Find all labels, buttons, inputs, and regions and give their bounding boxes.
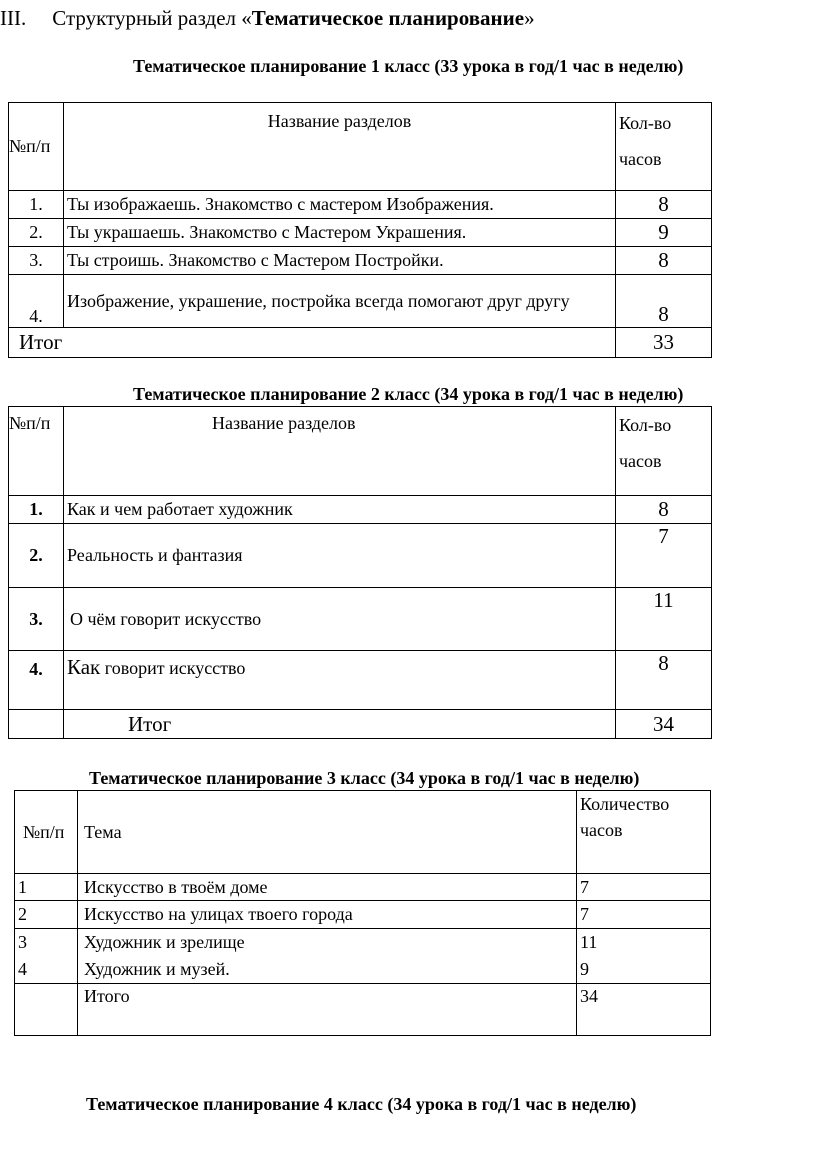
table-grade-2 [8, 406, 712, 739]
row-num: 4. [9, 275, 64, 328]
row-hours: 7 [577, 901, 711, 929]
row-hours: 7 [577, 874, 711, 901]
header-name: Название разделов [64, 103, 616, 191]
row-hours-3: 11 [580, 932, 598, 952]
section-prefix: Структурный раздел « [52, 6, 252, 30]
table2-heading: Тематическое планирование 2 класс (34 урока в год/1 час в неделю) [133, 384, 684, 404]
empty-cell [9, 710, 64, 739]
row-num: 1 [15, 874, 78, 901]
section-number: III. [0, 6, 27, 30]
row-num: 2. [9, 219, 64, 247]
row-name-rest: говорит искусство [100, 658, 246, 678]
table-row [9, 191, 712, 219]
row-hours: 8 [616, 247, 712, 275]
row-name [64, 651, 616, 710]
row-hours [577, 929, 711, 984]
table3-heading: Тематическое планирование 3 класс (34 урока в год/1 час в неделю) [89, 768, 640, 788]
header-hours [577, 791, 711, 874]
header-name: Название разделов [64, 407, 616, 496]
row-name: Ты изображаешь. Знакомство с мастером Изображения. [64, 191, 616, 219]
table-grade-3 [14, 790, 711, 1036]
row-name: Изображение, украшение, постройка всегда помогают друг другу [64, 275, 616, 328]
header-hours-2: часов [619, 451, 662, 471]
row-name-3: Художник и зрелище [84, 932, 245, 952]
row-hours: 8 [616, 275, 712, 328]
section-title-bold: Тематическое планирование [251, 6, 525, 30]
row-num-3: 3 [18, 932, 27, 952]
row-num: 2. [9, 524, 64, 588]
row-name: Ты украшаешь. Знакомство с Мастером Украшения. [64, 219, 616, 247]
table-row [9, 247, 712, 275]
row-num: 1. [9, 496, 64, 524]
row-hours-4: 9 [580, 959, 589, 979]
header-hours-2: часов [580, 820, 623, 840]
row-num: 3. [9, 588, 64, 651]
row-hours: 8 [616, 496, 712, 524]
table-row [15, 901, 711, 929]
empty-cell [15, 984, 78, 1036]
table-row [15, 929, 711, 984]
row-name: Как и чем работает художник [64, 496, 616, 524]
table-row [9, 219, 712, 247]
table-row [9, 275, 712, 328]
row-num: 4. [9, 651, 64, 710]
total-value: 34 [616, 710, 712, 739]
row-name: Реальность и фантазия [64, 524, 616, 588]
table-row [9, 588, 712, 651]
header-hours-1: Количество [580, 794, 670, 814]
row-num: 2 [15, 901, 78, 929]
total-label: Итог [9, 328, 616, 358]
table-row [9, 651, 712, 710]
row-hours: 9 [616, 219, 712, 247]
row-name [78, 929, 577, 984]
row-hours: 8 [616, 191, 712, 219]
total-value: 33 [616, 328, 712, 358]
row-num-4: 4 [18, 959, 27, 979]
row-num [15, 929, 78, 984]
row-name-4: Художник и музей. [84, 959, 230, 979]
header-num: №п/п [9, 103, 64, 191]
total-row [15, 984, 711, 1036]
header-hours-1: Кол-во [619, 113, 672, 133]
row-name: О чём говорит искусство [64, 588, 616, 651]
row-name: Ты строишь. Знакомство с Мастером Постройки. [64, 247, 616, 275]
header-num: №п/п [9, 407, 64, 496]
table-header [9, 103, 712, 191]
total-label: Итог [64, 710, 616, 739]
total-value: 34 [577, 984, 711, 1036]
row-hours: 11 [616, 588, 712, 651]
row-hours: 7 [616, 524, 712, 588]
row-name: Искусство на улицах твоего города [78, 901, 577, 929]
header-name: Тема [78, 791, 577, 874]
table-row [9, 496, 712, 524]
header-num: №п/п [15, 791, 78, 874]
table-header [15, 791, 711, 874]
row-name-first: Как [67, 655, 101, 679]
section-suffix: » [524, 6, 535, 30]
header-hours [616, 407, 712, 496]
table1-heading: Тематическое планирование 1 класс (33 урока в год/1 час в неделю) [133, 56, 684, 76]
header-hours-2: часов [619, 149, 662, 169]
row-name: Искусство в твоём доме [78, 874, 577, 901]
total-row [9, 328, 712, 358]
total-label: Итого [78, 984, 577, 1036]
table4-heading: Тематическое планирование 4 класс (34 урока в год/1 час в неделю) [86, 1094, 637, 1114]
section-title [0, 6, 535, 31]
total-row [9, 710, 712, 739]
header-hours-1: Кол-во [619, 415, 672, 435]
table-row [9, 524, 712, 588]
row-num: 1. [9, 191, 64, 219]
row-num: 3. [9, 247, 64, 275]
table-row [15, 874, 711, 901]
table-header [9, 407, 712, 496]
row-hours: 8 [616, 651, 712, 710]
header-hours [616, 103, 712, 191]
table-grade-1 [8, 102, 712, 358]
